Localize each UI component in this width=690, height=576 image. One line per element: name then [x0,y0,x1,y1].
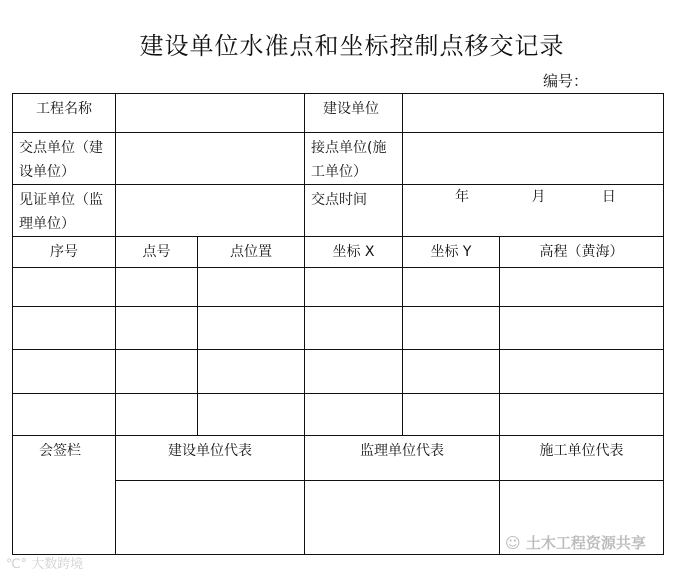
cell[interactable] [116,268,198,307]
cell[interactable] [500,394,664,436]
cell[interactable] [500,307,664,350]
cell[interactable] [116,394,198,436]
handover-record-table [12,93,664,555]
column-header-point-location: 点位置 [198,237,305,268]
handover-time-label: 交点时间 [305,185,403,237]
supervisor-rep-label: 监理单位代表 [305,436,500,481]
cell[interactable] [13,307,116,350]
cell[interactable] [13,350,116,394]
owner-unit-label: 建设单位 [305,94,403,133]
receiving-unit-field[interactable] [403,133,664,185]
owner-rep-signature[interactable] [116,481,305,555]
watermark-right [505,532,646,553]
table-row [13,268,664,307]
watermark-logo-icon: ℃° [6,557,32,572]
cell[interactable] [403,307,500,350]
handover-unit-field[interactable] [116,133,305,185]
column-header-coordinate-x: 坐标 X [305,237,403,268]
handover-unit-label: 交点单位（建设单位） [13,133,116,185]
project-name-field[interactable] [116,94,305,133]
serial-number-label: 编号： [543,72,589,90]
day-label: 日 [601,189,616,205]
column-header-point-number: 点号 [116,237,198,268]
column-header-elevation: 高程（黄海） [500,237,664,268]
project-name-label: 工程名称 [13,94,116,133]
handover-date-field[interactable] [403,185,664,237]
column-header-index: 序号 [13,237,116,268]
witness-unit-label: 见证单位（监理单位） [13,185,116,237]
month-label: 月 [531,189,546,205]
cell[interactable] [116,307,198,350]
table-row [13,394,664,436]
table-row [13,307,664,350]
cell[interactable] [305,394,403,436]
watermark-left [6,553,83,572]
cell[interactable] [500,350,664,394]
cell[interactable] [116,350,198,394]
cell[interactable] [198,268,305,307]
cell[interactable] [198,350,305,394]
year-label: 年 [455,189,469,205]
owner-unit-field[interactable] [403,94,664,133]
table-row [13,350,664,394]
cell[interactable] [305,268,403,307]
cell[interactable] [13,268,116,307]
signoff-label: 会签栏 [13,436,116,555]
watermark-left-text: 大数跨境 [31,557,84,572]
witness-unit-field[interactable] [116,185,305,237]
cell[interactable] [500,268,664,307]
owner-rep-label: 建设单位代表 [116,436,305,481]
contractor-rep-label: 施工单位代表 [500,436,664,481]
receiving-unit-label: 接点单位(施工单位） [305,133,403,185]
cell[interactable] [305,307,403,350]
cell[interactable] [403,268,500,307]
wechat-icon: ☺ [505,534,526,552]
cell[interactable] [198,307,305,350]
cell[interactable] [305,350,403,394]
document-title: 建设单位水准点和坐标控制点移交记录 [139,32,565,60]
cell[interactable] [13,394,116,436]
column-header-coordinate-y: 坐标 Y [403,237,500,268]
watermark-right-text: 土木工程资源共享 [525,534,646,552]
cell[interactable] [403,350,500,394]
cell[interactable] [198,394,305,436]
cell[interactable] [403,394,500,436]
supervisor-rep-signature[interactable] [305,481,500,555]
